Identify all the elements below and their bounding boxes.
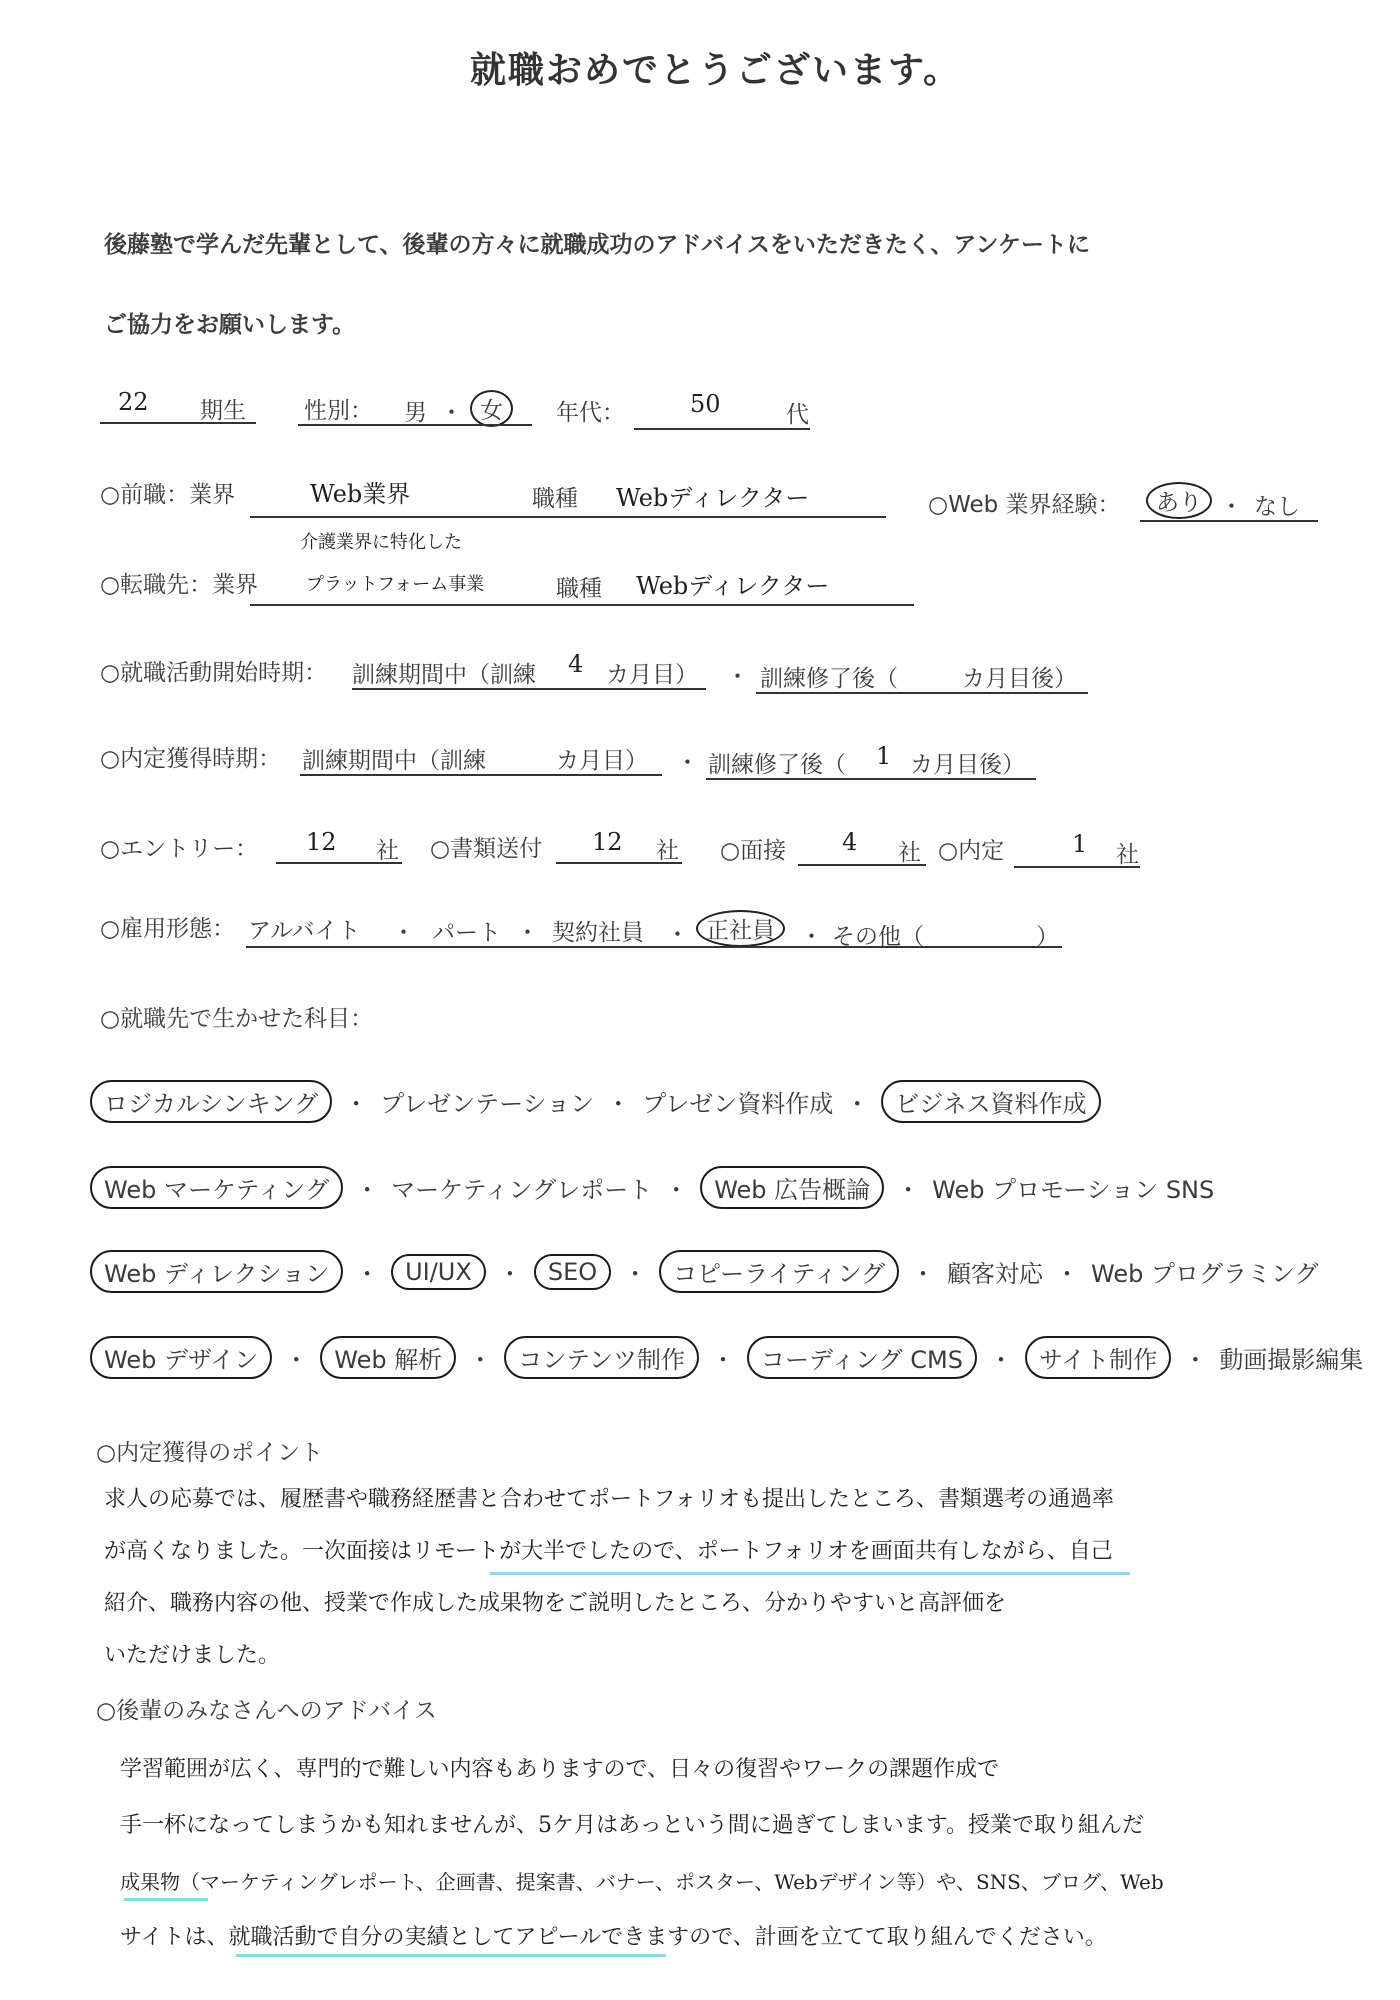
gender-female-selected: 女: [470, 390, 513, 427]
new-job-role: Webディレクター: [636, 572, 830, 600]
advice-line-1: 学習範囲が広く、専門的で難しい内容もありますので、日々の復習やワークの課題作成で: [120, 1757, 1000, 1782]
subject-separator: ・: [355, 1260, 380, 1288]
offer-time-after-suffix: カ月目後）: [910, 752, 1025, 778]
term-underline: [100, 422, 256, 424]
search-start-after-underline: [756, 692, 1088, 694]
employment-part-time: アルバイト: [248, 918, 361, 944]
subject-separator: ・: [355, 1176, 380, 1204]
gender-sep: ・: [440, 400, 463, 426]
subject-separator: ・: [1055, 1260, 1080, 1288]
search-start-during: 訓練期間中（訓練: [352, 662, 536, 688]
prev-job-industry: Web業界: [310, 480, 411, 508]
age-underline: [634, 428, 810, 430]
term-value: 22: [118, 388, 149, 416]
search-start-months: 4: [568, 650, 584, 678]
new-job-note: 介護業界に特化した: [300, 532, 462, 553]
points-line-1: 求人の応募では、履歴書や職務経歴書と合わせてポートフォリオも提出したところ、書類選考の通過率: [104, 1487, 1115, 1512]
offer-time-during-underline: [300, 774, 662, 776]
offer-time-after-value: 1: [876, 742, 892, 770]
new-job-role-label: 職種: [556, 576, 602, 602]
age-unit: 代: [786, 402, 809, 428]
interview-unit: 社: [898, 840, 921, 866]
prev-job-role-label: 職種: [532, 486, 578, 512]
new-job-industry: プラットフォーム事業: [306, 574, 485, 595]
subject-separator: ・: [284, 1346, 309, 1374]
web-exp-sep: ・: [1220, 494, 1243, 520]
employment-sep-2: ・: [516, 920, 539, 946]
subjects-label: ○就職先で生かせた科目：: [100, 1006, 374, 1032]
points-line-3: 紹介、職務内容の他、授業で作成した成果物をご説明したところ、分かりやすいと高評価を: [104, 1591, 1007, 1616]
entry-label: ○エントリー：: [100, 836, 259, 862]
search-start-month-suffix: カ月目）: [606, 662, 698, 688]
subjects-row: [90, 1336, 1363, 1379]
subject-item-selected: コーディング CMS: [747, 1336, 977, 1379]
subject-item-selected: Web 解析: [320, 1336, 456, 1379]
employment-part: パート: [432, 920, 501, 946]
advice-line-2: 手一杯になってしまうかも知れませんが、5ケ月はあっという間に過ぎてしまいます。授業で取り組んだ: [120, 1813, 1145, 1838]
age-value: 50: [690, 390, 721, 418]
subject-item: 顧客対応: [947, 1260, 1044, 1288]
interview-value: 4: [842, 828, 858, 856]
page-title: 就職おめでとうございます。: [470, 50, 962, 91]
search-start-sep: ・: [726, 664, 749, 690]
subject-item: プレゼンテーション: [380, 1090, 595, 1118]
web-exp-no: なし: [1254, 494, 1300, 520]
docs-label: ○書類送付: [430, 836, 543, 862]
offer-unit: 社: [1116, 842, 1139, 868]
prev-job-label: ○前職：業界: [100, 482, 236, 508]
entry-underline: [276, 862, 402, 864]
subject-item-selected: SEO: [534, 1254, 611, 1290]
new-job-label: ○転職先：業界: [100, 572, 259, 598]
offer-time-after-underline: [706, 778, 1036, 780]
employment-sep-3: ・: [666, 922, 689, 948]
employment-sep-1: ・: [392, 920, 415, 946]
subject-item-selected: サイト制作: [1025, 1336, 1171, 1379]
subject-item-selected: Web デザイン: [90, 1336, 272, 1379]
subjects-row: [90, 1080, 1101, 1123]
subject-separator: ・: [911, 1260, 936, 1288]
intro-line-1: 後藤塾で学んだ先輩として、後輩の方々に就職成功のアドバイスをいただきたく、アンケートに: [104, 232, 1091, 258]
web-exp-underline: [1140, 520, 1318, 522]
docs-unit: 社: [656, 838, 679, 864]
offer-time-label: ○内定獲得時期：: [100, 746, 282, 772]
subject-item: Web プログラミング: [1091, 1260, 1319, 1288]
subjects-row: [90, 1166, 1214, 1209]
offer-time-during: 訓練期間中（訓練: [302, 748, 486, 774]
subject-item-selected: ロジカルシンキング: [90, 1080, 332, 1123]
offer-time-after: 訓練修了後（: [708, 752, 846, 778]
gender-underline: [298, 424, 532, 426]
prev-job-underline: [250, 516, 886, 518]
subject-item: 動画撮影編集: [1219, 1346, 1364, 1374]
advice-heading: ○後輩のみなさんへのアドバイス: [96, 1698, 437, 1724]
prev-job-role: Webディレクター: [616, 484, 810, 512]
subject-separator: ・: [344, 1090, 369, 1118]
offer-time-month-suffix: カ月目）: [556, 748, 648, 774]
advice-highlight-1: [124, 1898, 208, 1901]
offer-label: ○内定: [938, 838, 1005, 864]
subject-item-selected: UI/UX: [391, 1254, 486, 1290]
web-exp-label: ○Web 業界経験：: [928, 492, 1121, 518]
subject-separator: ・: [845, 1090, 870, 1118]
subject-item-selected: ビジネス資料作成: [881, 1080, 1100, 1123]
subject-item-selected: Web 広告概論: [700, 1166, 884, 1209]
points-line-2: が高くなりました。一次面接はリモートが大半でしたので、ポートフォリオを画面共有しながら、自己: [104, 1539, 1113, 1564]
subject-separator: ・: [711, 1346, 736, 1374]
subject-separator: ・: [606, 1090, 631, 1118]
subject-item: マーケティングレポート: [391, 1176, 653, 1204]
employment-fulltime-selected: 正社員: [696, 910, 785, 947]
entry-unit: 社: [376, 838, 399, 864]
offer-value: 1: [1072, 830, 1088, 858]
web-exp-yes-selected: あり: [1146, 482, 1212, 519]
new-job-underline: [250, 604, 914, 606]
intro-line-2: ご協力をお願いします。: [104, 312, 356, 338]
gender-male: 男: [404, 400, 427, 426]
search-start-after-suffix: カ月目後）: [962, 666, 1077, 692]
employment-other: その他（: [832, 924, 924, 950]
subject-item-selected: Web ディレクション: [90, 1250, 343, 1293]
search-start-after: 訓練修了後（: [760, 666, 898, 692]
offer-underline: [1014, 866, 1140, 868]
docs-value: 12: [592, 828, 623, 856]
advice-line-3: 成果物（マーケティングレポート、企画書、提案書、バナー、ポスター、Webデザイン等）や、SNS、ブログ、Web: [120, 1870, 1164, 1894]
advice-line-4: サイトは、就職活動で自分の実績としてアピールできますので、計画を立てて取り組んでください。: [120, 1925, 1107, 1950]
subject-separator: ・: [1183, 1346, 1208, 1374]
advice-highlight-2: [236, 1954, 666, 1957]
employment-label: ○雇用形態：: [100, 916, 236, 942]
offer-time-sep: ・: [676, 750, 699, 776]
subject-item-selected: コンテンツ制作: [504, 1336, 699, 1379]
subjects-row: [90, 1250, 1319, 1293]
points-highlight: [490, 1572, 1130, 1575]
subject-item-selected: Web マーケティング: [90, 1166, 343, 1209]
subject-separator: ・: [988, 1346, 1013, 1374]
search-start-during-underline: [352, 688, 706, 690]
employment-underline: [246, 946, 1062, 948]
subject-separator: ・: [468, 1346, 493, 1374]
age-label: 年代：: [556, 400, 625, 426]
interview-underline: [798, 864, 926, 866]
employment-other-close: ）: [1036, 924, 1059, 950]
term-label: 期生: [200, 398, 246, 424]
docs-underline: [556, 862, 682, 864]
interview-label: ○面接: [720, 838, 787, 864]
employment-contract: 契約社員: [552, 920, 644, 946]
search-start-label: ○就職活動開始時期：: [100, 660, 328, 686]
subject-item: プレゼン資料作成: [642, 1090, 834, 1118]
subject-separator: ・: [623, 1260, 648, 1288]
gender-label: 性別：: [304, 398, 373, 424]
employment-sep-4: ・: [800, 924, 823, 950]
points-line-4: いただけました。: [104, 1643, 281, 1668]
subject-separator: ・: [896, 1176, 921, 1204]
subject-separator: ・: [664, 1176, 689, 1204]
subject-item: Web プロモーション SNS: [932, 1176, 1215, 1204]
points-heading: ○内定獲得のポイント: [96, 1440, 324, 1466]
subject-item-selected: コピーライティング: [659, 1250, 899, 1293]
subject-separator: ・: [497, 1260, 522, 1288]
entry-value: 12: [306, 828, 337, 856]
